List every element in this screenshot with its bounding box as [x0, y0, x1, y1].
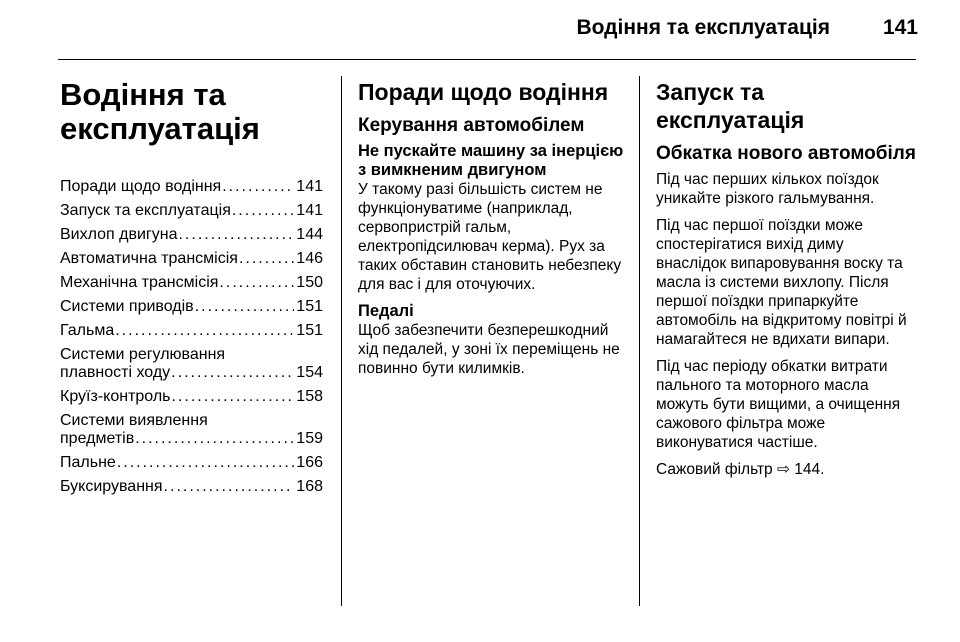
toc-entry[interactable] [60, 388, 323, 406]
running-header-title: Водіння та експлуатація [576, 16, 830, 39]
column-divider-2 [639, 76, 640, 606]
heading-pedals: Педалі [358, 302, 414, 320]
toc-entry-page: 144 [296, 226, 323, 243]
toc-entry-title: плавності ходу [60, 364, 171, 381]
toc-entry[interactable] [60, 226, 323, 244]
toc-entry-title: Пальне [60, 454, 116, 471]
arrow-right-icon: ⇨ [776, 461, 790, 478]
toc-entry-page: 141 [296, 178, 323, 195]
toc-entry-page: 159 [296, 430, 323, 447]
table-of-contents [60, 178, 323, 496]
toc-leader [117, 454, 294, 472]
toc-entry-title: Буксирування [60, 478, 163, 495]
toc-leader [171, 364, 294, 382]
toc-leader [195, 298, 295, 316]
toc-entry-title: Гальма [60, 322, 115, 339]
toc-entry[interactable] [60, 412, 323, 448]
toc-entry-page: 141 [296, 202, 323, 219]
toc-leader [115, 322, 294, 340]
toc-entry-title-line1: Системи регулювання [60, 346, 226, 363]
toc-entry-page: 150 [296, 274, 323, 291]
section-title-starting: Запуск та експлуатація [656, 79, 805, 133]
toc-entry-title: Круїз-контроль [60, 388, 171, 405]
toc-entry[interactable] [60, 478, 323, 496]
toc-entry-title: Автоматична трансмісія [60, 250, 238, 267]
toc-entry[interactable] [60, 322, 323, 340]
toc-leader [239, 250, 294, 268]
toc-entry-title: предметів [60, 430, 135, 447]
toc-leader [222, 178, 294, 196]
toc-entry-title: Поради щодо водіння [60, 178, 222, 195]
toc-entry-title: Механічна трансмісія [60, 274, 219, 291]
toc-entry-title-line1: Системи виявлення [60, 412, 208, 429]
toc-entry-page: 168 [296, 478, 323, 495]
toc-entry[interactable] [60, 454, 323, 472]
toc-entry-page: 158 [296, 388, 323, 405]
toc-entry[interactable] [60, 346, 323, 382]
toc-entry[interactable] [60, 178, 323, 196]
toc-entry-title: Вихлоп двигуна [60, 226, 178, 243]
toc-entry[interactable] [60, 274, 323, 292]
subsection-title-vehicle-control: Керування автомобілем [358, 115, 585, 136]
toc-leader [232, 202, 294, 220]
toc-entry-page: 166 [296, 454, 323, 471]
chapter-title: Водіння та експлуатація [60, 77, 260, 146]
paragraph-smoke: Під час першої поїздки може спостерігатися вихід диму внаслідок випаровування воску та масла із системи вихлопу. Після першої поїздки припаркуйте автомобіль на відкритому повітрі й намагайтеся не вдихати випари. [656, 217, 907, 348]
toc-entry-title: Запуск та експлуатація [60, 202, 231, 219]
toc-entry-title: Системи приводів [60, 298, 194, 315]
section-title-driving-tips: Поради щодо водіння [358, 79, 609, 105]
toc-column [60, 78, 323, 502]
page-number: 141 [882, 16, 918, 39]
paragraph-no-coasting: У такому разі більшість систем не функціонуватиме (наприклад, сервопристрій гальм, електропідсилювач керма). Рух за таких обставин становить небезпеку для вас і для оточуючих. [358, 181, 622, 293]
toc-entry[interactable] [60, 250, 323, 268]
paragraph-braking: Під час перших кількох поїздок уникайте різкого гальмування. [656, 171, 879, 207]
toc-entry-page: 146 [296, 250, 323, 267]
toc-entry-page: 151 [296, 322, 323, 339]
paragraph-pedals: Щоб забезпечити безперешкодний хід педалей, у зоні їх переміщень не повинно бути килимків. [358, 322, 620, 377]
toc-entry-page: 151 [296, 298, 323, 315]
toc-leader [219, 274, 294, 292]
toc-entry[interactable] [60, 202, 323, 220]
header-divider [58, 59, 916, 60]
driving-tips-column [358, 78, 626, 386]
toc-leader [178, 226, 294, 244]
paragraph-consumption: Під час періоду обкатки витрати пального та моторного масла можуть бути вищими, а очищення сажового фільтра може виконуватися частіше. [656, 358, 901, 451]
cross-reference-label: Сажовий фільтр [656, 461, 773, 478]
toc-entry-page: 154 [296, 364, 323, 381]
toc-leader [172, 388, 295, 406]
page-header [0, 0, 960, 60]
column-divider-1 [341, 76, 342, 606]
toc-leader [135, 430, 294, 448]
toc-leader [164, 478, 295, 496]
heading-no-coasting: Не пускайте машину за інерцією з вимкненим двигуном [358, 142, 624, 179]
subsection-title-break-in: Обкатка нового автомобіля [656, 143, 916, 164]
cross-reference-page: 144. [794, 461, 825, 478]
starting-operating-column [656, 78, 918, 487]
toc-entry[interactable] [60, 298, 323, 316]
cross-reference[interactable] [656, 460, 918, 479]
